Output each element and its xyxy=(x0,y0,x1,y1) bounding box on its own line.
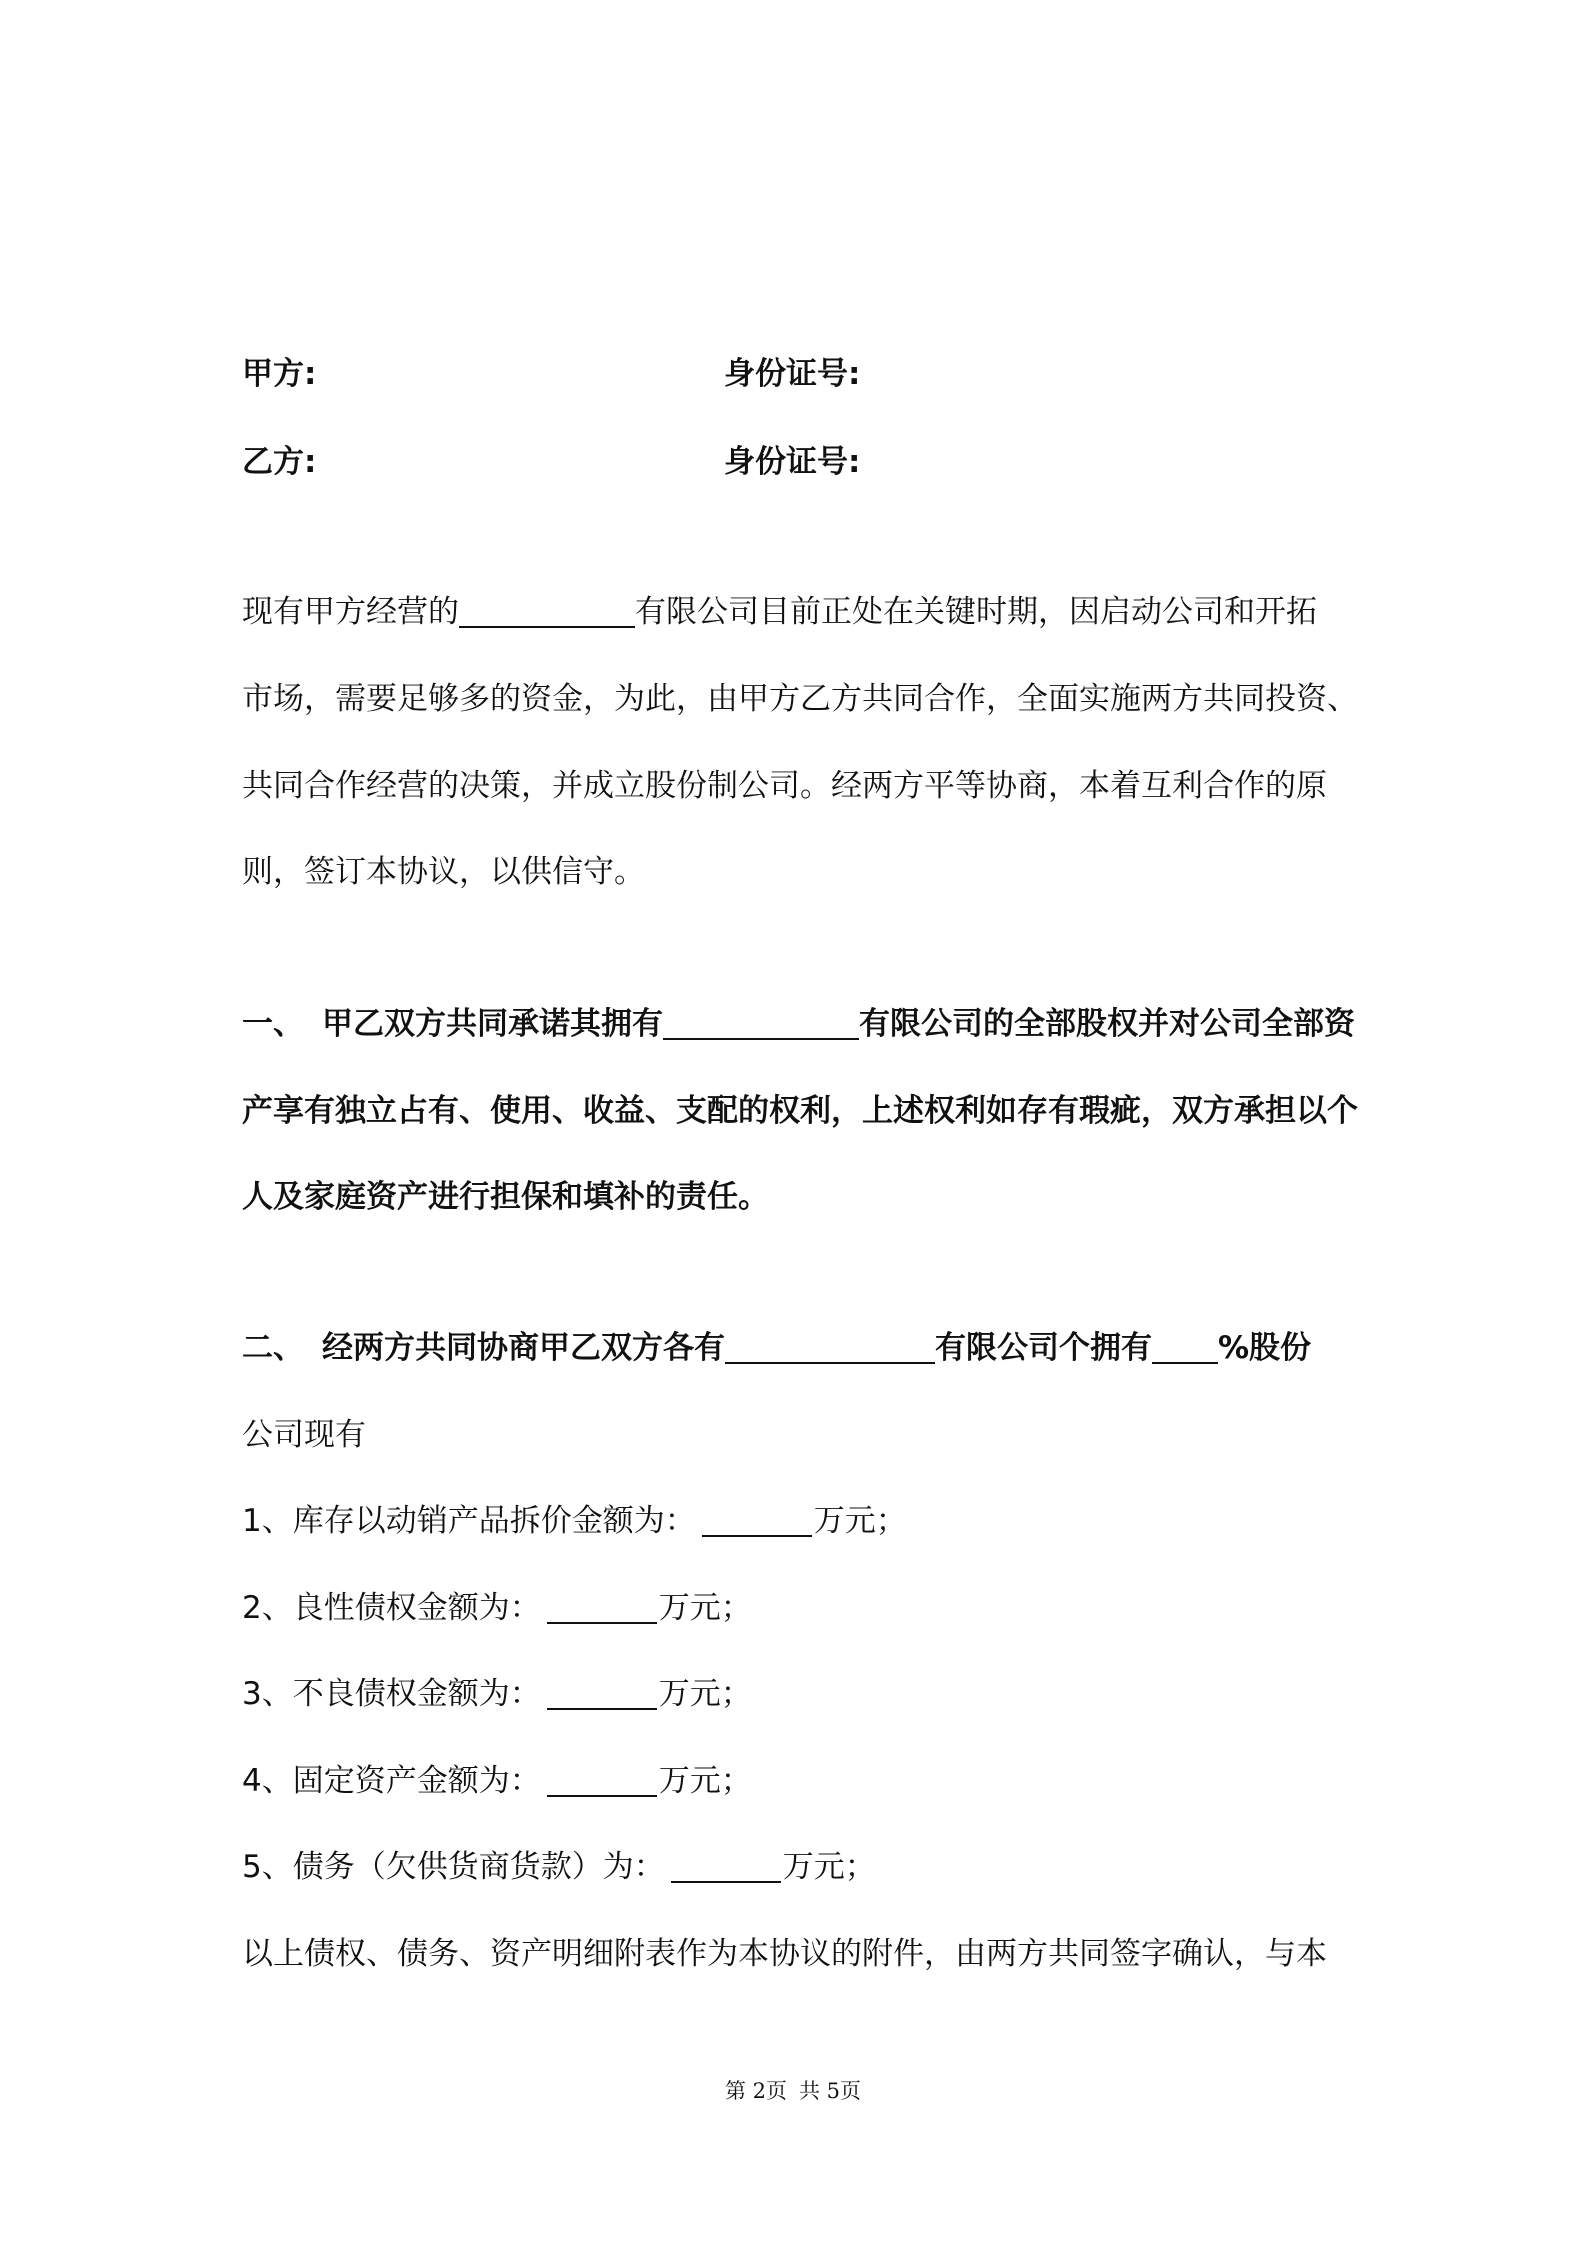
clause-2-number: 二、 xyxy=(242,1330,304,1366)
company-name-blank xyxy=(663,1008,859,1040)
intro-line-2: 市场，需要足够多的资金，为此，由甲方乙方共同合作，全面实施两方共同投资、 xyxy=(242,681,1358,717)
item-unit: 万元； xyxy=(658,1590,752,1626)
item-liabilities xyxy=(242,1847,876,1887)
intro-text: 有限公司目前正处在关键时期，因启动公司和开拓 xyxy=(635,594,1317,630)
page-number: 第 2页 xyxy=(724,2079,787,2103)
clause-2-line-1 xyxy=(242,1328,1311,1368)
party-a-id-label: 身份证号: xyxy=(724,356,861,392)
party-b-row xyxy=(242,442,861,482)
company-has-label: 公司现有 xyxy=(242,1417,366,1453)
clause-text: 有限公司个拥有 xyxy=(935,1330,1152,1366)
item-label: 2、良性债权金额为： xyxy=(242,1590,541,1626)
intro-text: 现有甲方经营的 xyxy=(242,594,459,630)
item-label: 3、不良债权金额为： xyxy=(242,1676,541,1712)
item-good-debt xyxy=(242,1588,752,1628)
item-unit: 万元； xyxy=(782,1849,876,1885)
clause-text: %股份 xyxy=(1218,1330,1312,1366)
item-unit: 万元； xyxy=(658,1763,752,1799)
item-label: 4、固定资产金额为： xyxy=(242,1763,541,1799)
clause-1-line-3: 人及家庭资产进行担保和填补的责任。 xyxy=(242,1179,769,1215)
page-footer xyxy=(0,2076,1586,2106)
clause-1-number: 一、 xyxy=(242,1006,304,1042)
page-total: 共 5页 xyxy=(799,2079,862,2103)
party-a-label: 甲方: xyxy=(242,356,317,392)
party-b-label: 乙方: xyxy=(242,444,317,480)
clause-text: 经两方共同协商甲乙双方各有 xyxy=(322,1330,725,1366)
amount-blank xyxy=(702,1505,812,1537)
item-unit: 万元； xyxy=(813,1503,907,1539)
intro-line-1 xyxy=(242,592,1317,632)
party-a-row xyxy=(242,354,861,394)
clause-text: 甲乙双方共同承诺其拥有 xyxy=(322,1006,663,1042)
amount-blank xyxy=(547,1592,657,1624)
company-name-blank xyxy=(725,1332,935,1364)
clause-1-line-1 xyxy=(242,1004,1355,1044)
clause-1-line-2: 产享有独立占有、使用、收益、支配的权利，上述权利如存有瑕疵，双方承担以个 xyxy=(242,1093,1358,1129)
clause-text: 有限公司的全部股权并对公司全部资 xyxy=(859,1006,1355,1042)
closing-line-1: 以上债权、债务、资产明细附表作为本协议的附件，由两方共同签字确认，与本 xyxy=(242,1936,1327,1972)
item-unit: 万元； xyxy=(658,1676,752,1712)
item-bad-debt xyxy=(242,1674,752,1714)
intro-line-4: 则，签订本协议，以供信守。 xyxy=(242,854,645,890)
amount-blank xyxy=(547,1765,657,1797)
item-label: 5、债务（欠供货商货款）为： xyxy=(242,1849,665,1885)
amount-blank xyxy=(547,1678,657,1710)
amount-blank xyxy=(671,1851,781,1883)
company-name-blank xyxy=(459,596,635,628)
item-fixed-assets xyxy=(242,1761,752,1801)
intro-line-3: 共同合作经营的决策，并成立股份制公司。经两方平等协商，本着互利合作的原 xyxy=(242,768,1327,804)
party-b-id-label: 身份证号: xyxy=(724,444,861,480)
item-label: 1、库存以动销产品拆价金额为： xyxy=(242,1503,696,1539)
item-inventory xyxy=(242,1501,907,1541)
percent-blank xyxy=(1152,1332,1218,1364)
